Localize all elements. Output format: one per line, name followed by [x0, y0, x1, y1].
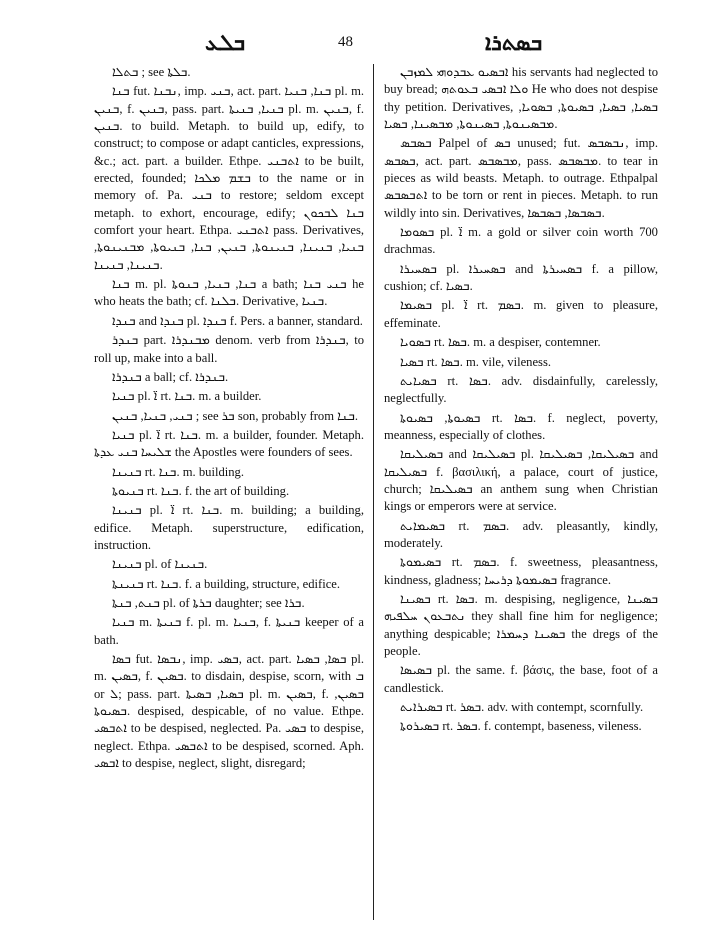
dictionary-entry: ܒܢܝܢܬܐ rt. ܒܢܐ. f. a building, structure, edifice.: [112, 576, 341, 591]
page-number: 48: [338, 34, 353, 50]
dictionary-entry: ܒܣܝܐ rt. ܒܣܐ. m. vile, vileness.: [400, 354, 551, 369]
dictionary-entry: ܒܣܝܐܝܬ rt. ܒܣܐ. adv. disdainfully, carelessly, neglectfully.: [384, 373, 658, 406]
dictionary-entry: ܒܣܐ fut. ܢܒܣܐ, imp. ܒܣܝ, act. part. ܒܣܐ, ܒܣܝܐ pl. m. ܒܣܝܢ, f. ܒܣܝܢ. to disdain, despise, scorn, with ܒ or ܠ; pass. part. ܒܣܝܐ, ܒܣܝܬܐ pl. m. ܒܣܝܢ, f. ܒܣܝܢ, ܒܣܝܘܬܐ. despised, despicable, of no value. Ethpe. ܐܬܒܣܝ to be despised, neglected. Pa. ܒܣܝ to despise, neglect. Ethpa. ܐܬܒܣܝ to be despised, scorned. Aph. ܐܒܣܝ to despise, neglect, slight, disregard;: [94, 652, 365, 771]
column-divider: [373, 64, 374, 920]
dictionary-entry: ܒܢܐ m. pl. ܒܢܐ, ܒܢܝܐ, ܒܢܘܬܐ a bath; ܒܢܝ ܒܢܐ he who heats the bath; cf. ܒܠܢܐ. Derivative, ܒܢܝܐ.: [94, 277, 365, 309]
dictionary-entry: ܐܒܣܝܘ ܥܒܕܘܗܝ ܠܡܙܒܢ his servants had neglected to buy bread; ܘܠܐ ܐܒܣܝ ܒܥܘܬܗ He who does not despise thy petition. Derivatives, ܒܣܝܐ, ܒܣܝܐ, ܒܣܝܘܬܐ, ܒܣܘܝܐ, ܡܒܣܝܢܘܬܐ, ܒܣܝܢܘܬܐ, ܡܒܣܝܢܐ, ܒܣܝܐ.: [384, 65, 659, 132]
dictionary-entry: ܒܣܝܪܐܝܬ rt. ܒܣܪ. adv. with contempt, scornfully.: [400, 700, 644, 715]
dictionary-entry: ܒܣܝܡܘܬܐ rt. ܒܣܡ. f. sweetness, pleasantness, kindness, gladness; ܒܣܝܡܘܬܐ ܕܪܝܚܐ fragrance.: [384, 555, 659, 587]
dictionary-entry: ܒܢܝܢܐ pl. ܐ̈ rt. ܒܢܐ. m. building; a building, edifice. Metaph. superstructure, edification, instruction.: [94, 503, 364, 552]
dictionary-entry: ܒܣܝܢܐ rt. ܒܣܐ. m. despising, negligence, ܒܣܝܢܐ ܢܬܒܥܘܢ ܚܠܦܝܗ they shall fine him for negligence; anything despicable; ܒܣܝܢܐ ܕܚܡܪܐ the dregs of the people.: [384, 591, 659, 658]
dictionary-entry: ܒܢܝܢܐ pl. of ܒܢܝܢܐ.: [112, 557, 208, 572]
left-running-headword: ܒܠܥ: [205, 30, 246, 55]
dictionary-entry: ܒܬܠܐ ; see ܒܠܬܐ.: [112, 65, 191, 79]
dictionary-entry: ܒܣܝܪܘܬܐ rt. ܒܣܪ. f. contempt, baseness, vileness.: [400, 719, 642, 734]
dictionary-entry: ܒܣܘܝܐ rt. ܒܣܐ. m. a despiser, contemner.: [400, 335, 601, 350]
right-column: [384, 64, 658, 738]
page-header: [0, 30, 704, 60]
dictionary-entry: ܒܢܐ fut. ܢܒܢܐ, imp. ܒܢܝ, act. part. ܒܢܐ, ܒܢܝܐ pl. m. ܒܢܝܢ, f. ܒܢܝܢ, pass. part. ܒܢܝܐ, ܒܢܝܬܐ pl. m. ܒܢܝܢ, f. ܒܢܝܢ. to build. Metaph. to build up, edify, to construct; to compose or adapt canticles, expressions, &c.; act. part. a builder. Ethpe. ܐܬܒܢܝ to be built, erected, founded; ܒܫܡ ܡܠܟܐ to the name or in memory of. Pa. ܒܢܝ to restore; seldom except metaph. to exhort, encourage, edify; ܒܢܐ ܠܒܟܘܢ comfort your heart. Ethpa. ܐܬܒܢܝ pass. Derivatives, ܒܢܝܐ, ܒܢܝܢܐ, ܒܢܝܢܘܬܐ, ܒܢܝܢ, ܒܢܐ, ܒܢܝܘܬܐ, ܡܒܢܝܢܘܬܐ, ܒܢܝܢܐ, ܒܢܝܢܐ.: [94, 84, 365, 272]
dictionary-entry: ܒܣܝܠܝܩܐ and ܒܣܝܠܝܩܐ pl. ܒܣܝܠܝܩܐ, ܒܣܝܠܝܩܐ and ܒܣܝܠܝܩܐ f. βασιλική, a palace, court of justice, church; ܒܣܝܠܝܩܐ an anthem sung when Christian kings or emperors were at service.: [384, 447, 658, 514]
dictionary-entry: ܒܣܝܘܬܐ, ܒܣܝܘܬܐ rt. ܒܣܐ. f. neglect, poverty, meanness, especially of clothes.: [384, 410, 659, 442]
dictionary-entry: ܒܢܕܐ and ܒܢܕܐ pl. ܒܢܕܐ f. Pers. a banner, standard.: [112, 313, 363, 328]
dictionary-entry: ܒܢܝܐ m. ܒܢܝܬܐ f. pl. m. ܒܢܝܐ, f. ܒܢܝܬܐ keeper of a bath.: [94, 615, 364, 647]
dictionary-entry: ܒܣܝܣܐ pl. the same. f. βάσις, the base, foot of a candlestick.: [384, 663, 658, 695]
left-column: [94, 64, 364, 774]
dictionary-entry: ܒܢܝܘܬܐ rt. ܒܢܐ. f. the art of building.: [112, 483, 290, 498]
dictionary-entry: ܒܣܒܣ Palpel of ܒܣ unused; fut. ܢܒܣܒܣ, imp. ܒܣܒܣ, act. part. ܡܒܣܒܣ, pass. ܡܒܣܒܣ. to tear in pieces as wild beasts. Metaph. to outrage. Ethpalpal ܐܬܒܣܒܣ to be torn or rent in pieces. Metaph. to run wildly into sin. Derivatives, ܒܣܒܣܐ, ܒܣܒܣܐ.: [384, 136, 658, 220]
dictionary-entry: ܒܢܝܐ pl. ܐ̈ rt. ܒܢܐ. m. a builder, founder. Metaph. ܫܠܝܚܐ ܒܢܝ ܥܕܬܐ the Apostles were founders of sees.: [94, 427, 364, 460]
dictionary-entry: ܒܣܝܡܐܝܬ rt. ܒܣܡ. adv. pleasantly, kindly, moderately.: [384, 518, 659, 550]
dictionary-entry: ܒܢܝ, ܒܢܝܐ, ܒܢܝܢ ; see ܒܪ son, probably from ܒܢܐ.: [112, 408, 359, 423]
dictionary-entry: ܒܢܝܢܐ rt. ܒܢܐ. m. building.: [112, 464, 244, 479]
dictionary-entry: ܒܢܕܪ part. ܡܒܢܕܪܐ denom. verb from ܒܢܕܪܐ, to roll up, make into a ball.: [94, 333, 364, 365]
dictionary-entry: ܒܣܝܡܐ pl. ܐ̈ rt. ܒܣܡ. m. given to pleasure, effeminate.: [384, 298, 658, 330]
dictionary-entry: ܒܣܚܝܪܐ pl. ܒܣܚܝܪܐ and ܒܣܚܝܪܬܐ f. a pillow, cushion; cf. ܒܣܝܐ.: [384, 261, 658, 294]
dictionary-entry: ܒܣܘܡܐ pl. ܐ̈ m. a gold or silver coin worth 700 drachmas.: [384, 225, 658, 257]
dictionary-entry: ܒܢܕܪܐ a ball; cf. ܒܢܕܪܐ.: [112, 369, 229, 384]
dictionary-entry: ܒܢܬ, ܒܢܬܐ pl. of ܒܪܬܐ daughter; see ܒܪܐ.: [112, 595, 305, 610]
dictionary-entry: ܒܢܝܐ pl. ܐ̈ rt. ܒܢܐ. m. a builder.: [112, 389, 262, 404]
right-running-headword: ܒܣܬܪܐ: [485, 30, 543, 55]
